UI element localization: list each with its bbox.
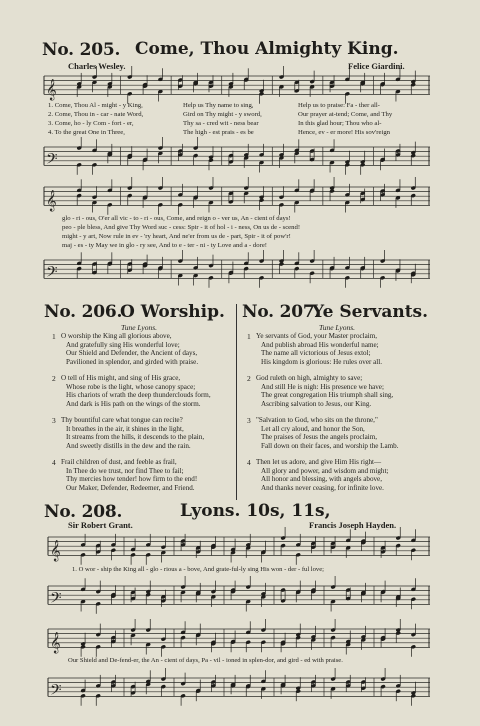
stanza-line: Whose robe is the light, whose canopy space; xyxy=(66,382,196,391)
stanza-line: The great congregation His triumph shall sing, xyxy=(261,391,394,399)
stanza-line: And dark is His path on the wings of the storm. xyxy=(66,399,201,408)
stanza-line: The name all victorious of Jesus extol; xyxy=(261,349,371,357)
stanza-line: And gratefully sing His wonderful love; xyxy=(66,340,180,349)
stanza-line: And publish abroad His wonderful name; xyxy=(261,340,379,349)
svg-text:𝄞: 𝄞 xyxy=(50,632,61,654)
hymn-206-title: O Worship. xyxy=(120,302,225,322)
hymn-205-treble-staff-2 xyxy=(40,183,430,213)
lyric-line: In this glad hour; Thou who al- xyxy=(298,120,382,127)
stanza-line: All honor and blessing, with angels above, xyxy=(261,475,382,483)
stanza-number: 1 xyxy=(247,332,251,341)
stanza-number: 4 xyxy=(247,458,251,467)
stanza-line: All glory and power, and wisdom and might; xyxy=(261,466,389,475)
svg-text:𝄢: 𝄢 xyxy=(46,263,58,285)
lyric-line: 4. To the great One in Three, xyxy=(48,129,125,136)
lyric-line: Our prayer at-tend; Come, and Thy xyxy=(298,111,393,118)
stanza-line: His chariots of wrath the deep thunderclouds form, xyxy=(66,391,211,399)
hymn-207-number: No. 207. xyxy=(242,302,321,322)
lyric-line: Help us Thy name to sing, xyxy=(183,102,254,109)
hymn-208-treble-staff-2 xyxy=(44,625,430,655)
hymn-208-lyrics-1: 1. O wor - ship the King all - glo - rious a - bove, And grate-ful-ly sing His won - der - ful love; xyxy=(72,566,324,573)
stanza-line: "Salvation to God, who sits on the throne," xyxy=(256,416,378,424)
hymn-205-number: No. 205. xyxy=(42,40,121,60)
stanza-number: 2 xyxy=(52,374,56,383)
stanza-line: O worship the King all glorious above, xyxy=(61,332,172,340)
lyric-line: Help us to praise: Fa - ther all- xyxy=(298,102,380,109)
stanza-line: Let all cry aloud, and honor the Son, xyxy=(261,424,365,433)
lyric-line: 3. Come, ho - ly Com - fort - er, xyxy=(48,120,134,127)
hymn-208-treble-staff-1 xyxy=(44,533,430,563)
lyric-line: Gird on Thy might - y sword, xyxy=(183,111,262,118)
stanza-line: His kingdom is glorious: He rules over all. xyxy=(261,357,382,366)
stanza-line: Our Maker, Defender, Redeemer, and Friend. xyxy=(66,483,195,492)
stanza-line: And thanks never ceasing, for infinite love. xyxy=(261,483,384,492)
hymn-208-lyrics-2: Our Shield and De-fend-er, the An - cient of days, Pa - vil - ioned in splen-dor, and gird - ed with praise. xyxy=(68,657,343,664)
hymn-205-author: Charles Wesley. xyxy=(68,61,126,71)
hymn-208-author: Sir Robert Grant. xyxy=(68,520,133,530)
stanza-number: 4 xyxy=(52,458,56,467)
hymn-208-title: Lyons. 10s, 11s, xyxy=(180,501,331,521)
stanza-line: O tell of His might, and sing of His grace, xyxy=(61,374,181,382)
hymn-205-title: Come, Thou Almighty King. xyxy=(135,39,399,59)
lyric-line: 1. Come, Thou Al - might - y King, xyxy=(48,102,143,109)
svg-text:𝄢: 𝄢 xyxy=(50,681,62,703)
hymn-208-bass-staff-2 xyxy=(44,674,430,704)
stanza-line: Ye servants of God, your Master proclaim, xyxy=(256,332,378,340)
stanza-line: The praises of Jesus the angels proclaim, xyxy=(261,433,378,441)
lyric-line: glo - ri - ous, O'er all vic - to - ri - ous, Come, and reign o - ver us, An - cient of days! xyxy=(62,215,291,222)
svg-text:𝄢: 𝄢 xyxy=(46,150,58,172)
hymn-207-tune: Tune Lyons. xyxy=(318,323,356,332)
lyric-line: Hence, ev - er more! His sov'reign xyxy=(298,129,391,136)
hymn-206-number: No. 206. xyxy=(44,302,123,322)
hymn-207-title: Ye Servants. xyxy=(312,302,429,322)
hymn-208-number: No. 208. xyxy=(44,502,123,522)
stanza-line: It breathes in the air, it shines in the light, xyxy=(66,424,184,433)
stanza-number: 1 xyxy=(52,332,56,341)
stanza-line: Fall down on their faces, and worship the Lamb. xyxy=(261,441,399,450)
hymn-208-composer: Francis Joseph Hayden. xyxy=(309,520,397,530)
stanza-line: God ruleth on high, almighty to save; xyxy=(256,374,363,382)
hymn-205-treble-staff-1 xyxy=(40,72,430,102)
stanza-number: 3 xyxy=(52,416,56,425)
svg-text:𝄢: 𝄢 xyxy=(50,589,62,611)
svg-text:𝄞: 𝄞 xyxy=(46,190,57,212)
stanza-line: Our Shield and Defender, the Ancient of days, xyxy=(66,349,198,357)
hymn-206-tune: Tune Lyons. xyxy=(120,323,158,332)
hymn-205-composer: Felice Giardini. xyxy=(348,61,405,71)
stanza-line: Thy mercies how tender! how firm to the end! xyxy=(66,475,198,483)
lyric-line: 2. Come, Thou in - car - nate Word, xyxy=(48,111,144,118)
column-divider xyxy=(236,304,237,500)
lyric-line: Thy sa - cred wit - ness bear xyxy=(183,120,259,127)
stanza-line: Thy bountiful care what tongue can recite? xyxy=(61,416,183,424)
svg-text:𝄞: 𝄞 xyxy=(50,540,61,562)
stanza-line: In Thee do we trust, nor find Thee to fail; xyxy=(66,466,184,475)
stanza-number: 3 xyxy=(247,416,251,425)
stanza-line: Ascribing salvation to Jesus, our King. xyxy=(261,399,372,408)
hymn-205-bass-staff-1 xyxy=(40,143,430,173)
svg-text:𝄞: 𝄞 xyxy=(46,79,57,101)
hymn-208-bass-staff-1 xyxy=(44,582,430,612)
lyric-line: The high - est prais - es be xyxy=(183,129,254,136)
stanza-number: 2 xyxy=(247,374,251,383)
stanza-line: Frail children of dust, and feeble as frail, xyxy=(61,458,177,466)
stanza-line: And still He is nigh: His presence we have; xyxy=(261,382,384,391)
lyric-line: maj - es - ty May we in glo - ry see, And to e - ter - ni - ty Love and a - dore! xyxy=(62,242,268,249)
lyric-line: might - y art, Now rule in ev - 'ry heart, And ne'er from us de - part, Spir - it of pow'r! xyxy=(62,233,291,240)
stanza-line: Pavilioned in splendor, and girded with praise. xyxy=(66,357,199,366)
hymn-205-bass-staff-2 xyxy=(40,256,430,286)
stanza-line: And sweetly distills in the dew and the rain. xyxy=(66,441,191,450)
stanza-line: Then let us adore, and give Him His right— xyxy=(256,458,382,466)
stanza-line: It streams from the hills, it descends to the plain, xyxy=(66,433,205,441)
lyric-line: peo - ple bless, And give Thy Word suc - cess: Spir - it of hol - i - ness, On us de - scend! xyxy=(62,224,301,231)
